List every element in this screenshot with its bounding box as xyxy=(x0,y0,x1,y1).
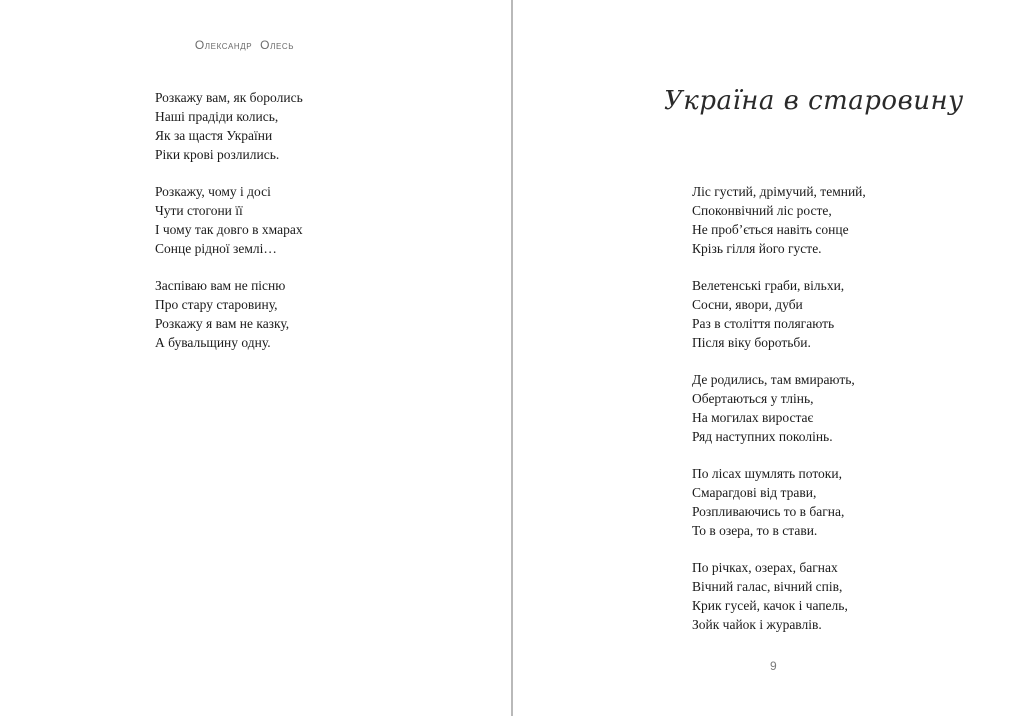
page-number: 9 xyxy=(770,659,777,673)
poem-line: Ряд наступних поколінь. xyxy=(692,429,833,444)
poem-line: Розкажу вам, як боролись xyxy=(155,90,303,105)
stanza xyxy=(692,182,866,258)
poem-line: На могилах виростає xyxy=(692,410,814,425)
right-page xyxy=(514,0,1023,716)
poem-line: Велетенські граби, вільхи, xyxy=(692,278,845,293)
stanza xyxy=(155,88,303,164)
poem-line: Сосни, явори, дуби xyxy=(692,297,803,312)
poem-line: А бувальщину одну. xyxy=(155,335,271,350)
left-page xyxy=(0,0,511,716)
stanza xyxy=(692,558,866,634)
poem-line: Раз в століття полягають xyxy=(692,316,835,331)
poem-line: Про стару старовину, xyxy=(155,297,278,312)
stanza xyxy=(692,370,866,446)
poem-line: Як за щастя України xyxy=(155,128,273,143)
poem-line: Споконвічний ліс росте, xyxy=(692,203,832,218)
poem-line: Розпливаючись то в багна, xyxy=(692,504,845,519)
poem-title: Україна в старовину xyxy=(664,86,964,116)
poem-line: Ріки крові розлились. xyxy=(155,147,280,162)
poem-line: Не проб’ється навіть сонце xyxy=(692,222,849,237)
poem-line: Смарагдові від трави, xyxy=(692,485,817,500)
stanza xyxy=(155,182,303,258)
poem-line: Заспіваю вам не пісню xyxy=(155,278,286,293)
poem-line: Крізь гілля його густе. xyxy=(692,241,822,256)
poem-line: Зойк чайок і журавлів. xyxy=(692,617,822,632)
book-spine-divider xyxy=(511,0,513,716)
poem-line: Наші прадіди колись, xyxy=(155,109,279,124)
poem-line: Крик гусей, качок і чапель, xyxy=(692,598,848,613)
poem-line: І чому так довго в хмарах xyxy=(155,222,303,237)
poem-main xyxy=(692,182,866,652)
stanza xyxy=(692,276,866,352)
poem-line: То в озера, то в стави. xyxy=(692,523,818,538)
poem-line: Де родились, там вмирають, xyxy=(692,372,855,387)
poem-line: По лісах шумлять потоки, xyxy=(692,466,842,481)
poem-line: Обертаються у тлінь, xyxy=(692,391,814,406)
poem-line: Розкажу я вам не казку, xyxy=(155,316,290,331)
poem-line: Вічний галас, вічний спів, xyxy=(692,579,843,594)
poem-line: Розкажу, чому і досі xyxy=(155,184,271,199)
poem-line: Сонце рідної землі… xyxy=(155,241,277,256)
poem-intro xyxy=(155,88,303,370)
poem-line: Ліс густий, дрімучий, темний, xyxy=(692,184,866,199)
stanza xyxy=(155,276,303,352)
poem-line: Після віку боротьби. xyxy=(692,335,811,350)
poem-line: По річках, озерах, багнах xyxy=(692,560,838,575)
poem-line: Чути стогони її xyxy=(155,203,243,218)
running-header-author: Олександр Олесь xyxy=(194,38,295,52)
stanza xyxy=(692,464,866,540)
